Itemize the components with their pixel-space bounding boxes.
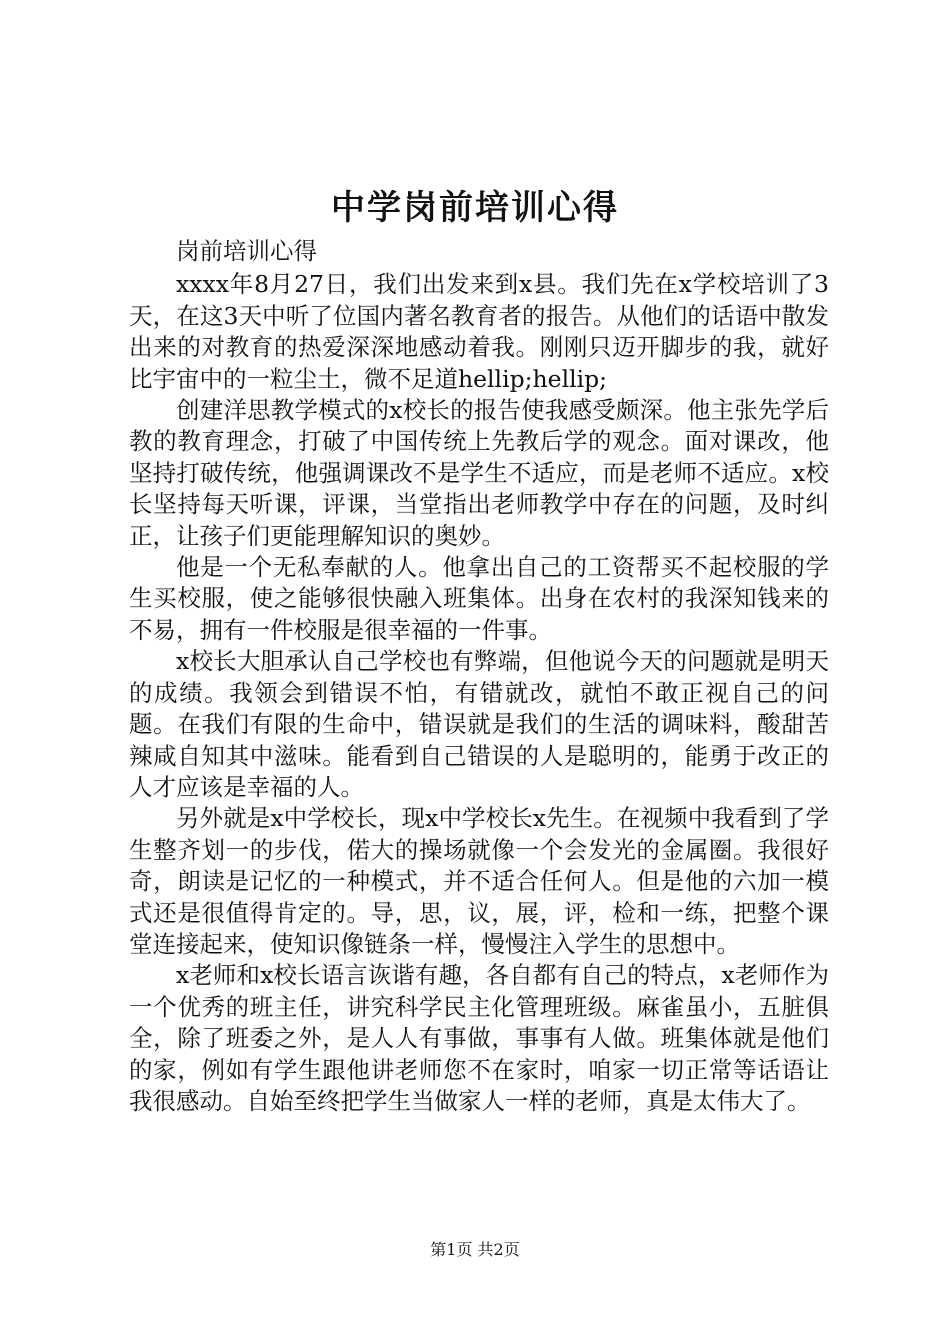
paragraph-5: 另外就是x中学校长，现x中学校长x先生。在视频中我看到了学生整齐划一的步伐，偌大的操场就像一个会发光的金属圈。我很好奇，朗读是记忆的一种模式，并不适合任何人。但是他的六加一模式还是很值得肯定的。导，思，议，展，评，检和一练，把整个课堂连接起来，使知识像链条一样，慢慢注入学生的思想中。 — [129, 804, 829, 958]
paragraph-2: 创建洋思教学模式的x校长的报告使我感受颇深。他主张先学后教的教育理念，打破了中国传统上先教后学的观念。面对课改，他坚持打破传统，他强调课改不是学生不适应，而是老师不适应。x校长坚持每天听课，评课，当堂指出老师教学中存在的问题，及时纠正，让孩子们更能理解知识的奥妙。 — [129, 396, 829, 550]
document-title: 中学岗前培训心得 — [331, 188, 619, 228]
document-subtitle: 岗前培训心得 — [176, 237, 317, 265]
paragraph-6: x老师和x校长语言诙谐有趣，各自都有自己的特点，x老师作为一个优秀的班主任，讲究科学民主化管理班级。麻雀虽小，五脏俱全，除了班委之外，是人人有事做，事事有人做。班集体就是他们的家，例如有学生跟他讲老师您不在家时，咱家一切正常等话语让我很感动。自始至终把学生当做家人一样的老师，真是太伟大了。 — [129, 961, 829, 1115]
page-footer: 第1页 共2页 — [430, 1240, 520, 1259]
paragraph-4: x校长大胆承认自己学校也有弊端，但他说今天的问题就是明天的成绩。我领会到错误不怕，有错就改，就怕不敢正视自己的问题。在我们有限的生命中，错误就是我们的生活的调味料，酸甜苦辣咸自知其中滋味。能看到自己错误的人是聪明的，能勇于改正的人才应该是幸福的人。 — [129, 647, 829, 801]
paragraph-3: 他是一个无私奉献的人。他拿出自己的工资帮买不起校服的学生买校服，使之能够很快融入班集体。出身在农村的我深知钱来的不易，拥有一件校服是很幸福的一件事。 — [129, 553, 829, 644]
paragraph-1: xxxx年8月27日，我们出发来到x县。我们先在x学校培训了3天，在这3天中听了位国内著名教育者的报告。从他们的话语中散发出来的对教育的热爱深深地感动着我。刚刚只迈开脚步的我，就好比宇宙中的一粒尘土，微不足道hellip;hellip; — [129, 270, 829, 393]
document-body — [129, 236, 829, 1117]
